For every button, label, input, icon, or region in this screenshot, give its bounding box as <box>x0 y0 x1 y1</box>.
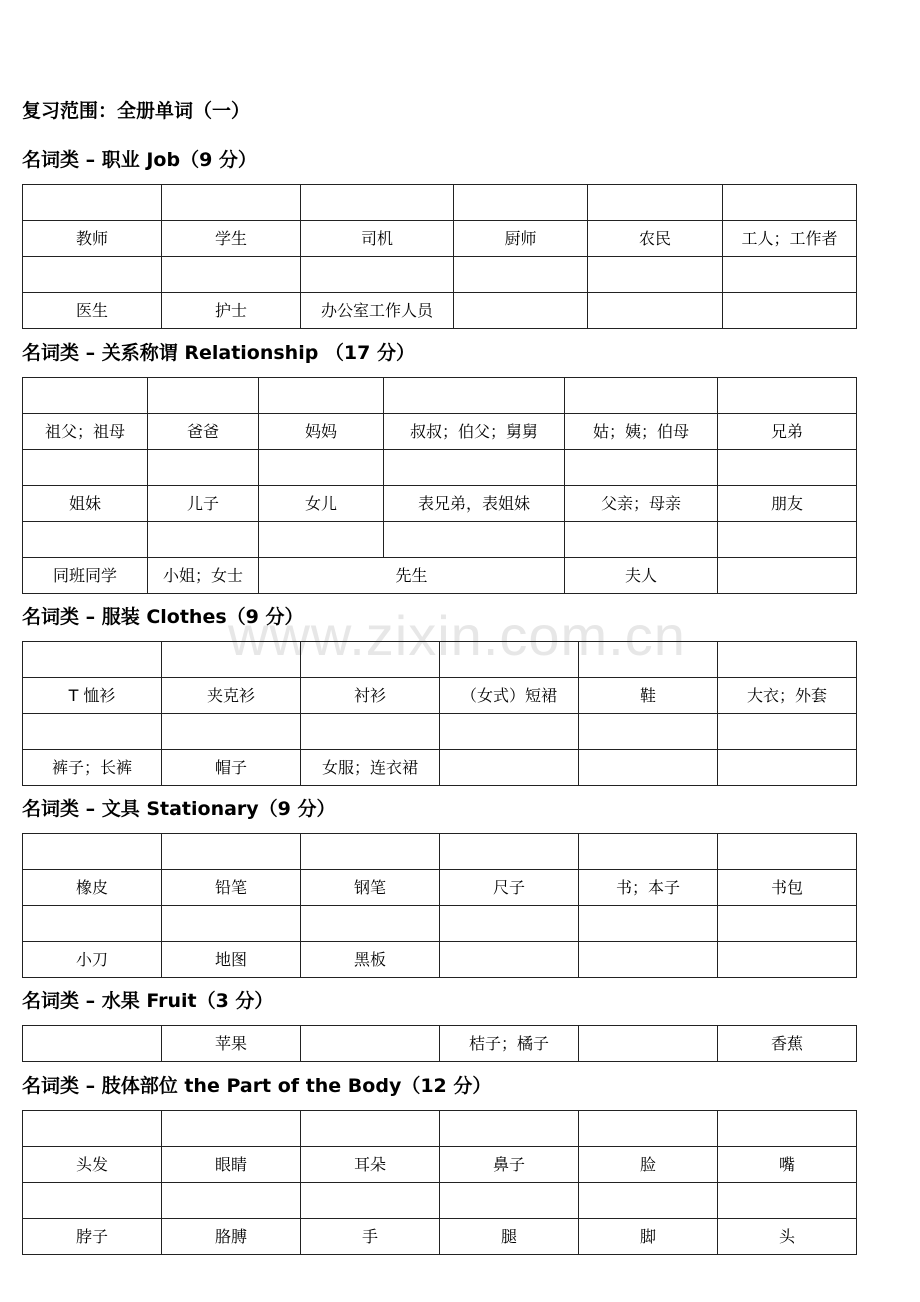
answer-cell[interactable] <box>579 834 718 870</box>
chinese-word-cell: 裤子；长裤 <box>23 750 162 786</box>
answer-cell[interactable] <box>579 1183 718 1219</box>
chinese-word-cell: 夫人 <box>565 558 718 594</box>
answer-cell[interactable] <box>23 257 162 293</box>
answer-cell[interactable] <box>301 714 440 750</box>
answer-cell[interactable] <box>579 1026 718 1062</box>
chinese-word-cell: 鞋 <box>579 678 718 714</box>
answer-cell[interactable] <box>23 906 162 942</box>
answer-cell[interactable] <box>162 642 301 678</box>
section-heading-job: 名词类 – 职业 Job（9 分） <box>22 149 257 171</box>
chinese-word-cell <box>718 750 857 786</box>
chinese-word-cell: 铅笔 <box>162 870 301 906</box>
chinese-word-cell: 地图 <box>162 942 301 978</box>
answer-cell[interactable] <box>440 714 579 750</box>
chinese-word-cell: 爸爸 <box>148 414 259 450</box>
chinese-word-cell: 医生 <box>23 293 162 329</box>
section-heading-fruit: 名词类 – 水果 Fruit（3 分） <box>22 990 274 1012</box>
answer-cell[interactable] <box>565 522 718 558</box>
chinese-word-cell: 香蕉 <box>718 1026 857 1062</box>
table-row <box>23 378 857 414</box>
chinese-word-cell <box>588 293 723 329</box>
chinese-word-cell: 兄弟 <box>718 414 857 450</box>
answer-cell[interactable] <box>718 642 857 678</box>
chinese-word-cell: 厨师 <box>454 221 588 257</box>
chinese-word-cell: 黑板 <box>301 942 440 978</box>
answer-cell[interactable] <box>579 1111 718 1147</box>
fruit-vocab-table <box>22 1025 857 1062</box>
answer-cell[interactable] <box>23 522 148 558</box>
answer-cell[interactable] <box>588 185 723 221</box>
table-row <box>23 1147 857 1183</box>
chinese-word-cell: 夹克衫 <box>162 678 301 714</box>
chinese-word-cell <box>718 558 857 594</box>
chinese-word-cell: 头发 <box>23 1147 162 1183</box>
relationship-vocab-table <box>22 377 857 594</box>
answer-cell[interactable] <box>718 714 857 750</box>
answer-cell[interactable] <box>588 257 723 293</box>
chinese-word-cell: 女服；连衣裙 <box>301 750 440 786</box>
answer-cell[interactable] <box>565 378 718 414</box>
answer-cell[interactable] <box>718 906 857 942</box>
chinese-word-cell: 大衣；外套 <box>718 678 857 714</box>
answer-cell[interactable] <box>723 185 857 221</box>
chinese-word-cell: 农民 <box>588 221 723 257</box>
chinese-word-cell: 办公室工作人员 <box>301 293 454 329</box>
chinese-word-cell: 鼻子 <box>440 1147 579 1183</box>
chinese-word-cell: 小刀 <box>23 942 162 978</box>
section-heading-clothes: 名词类 – 服装 Clothes（9 分） <box>22 606 304 628</box>
answer-cell[interactable] <box>259 450 384 486</box>
table-row <box>23 1219 857 1255</box>
chinese-word-cell <box>718 942 857 978</box>
chinese-word-cell: 胳膊 <box>162 1219 301 1255</box>
table-row <box>23 414 857 450</box>
answer-cell[interactable] <box>162 1111 301 1147</box>
answer-cell[interactable] <box>718 450 857 486</box>
chinese-word-cell <box>454 293 588 329</box>
answer-cell[interactable] <box>384 378 565 414</box>
chinese-word-cell: 脸 <box>579 1147 718 1183</box>
chinese-word-cell: 学生 <box>162 221 301 257</box>
answer-cell[interactable] <box>162 906 301 942</box>
answer-cell[interactable] <box>23 1111 162 1147</box>
chinese-word-cell: （女式）短裙 <box>440 678 579 714</box>
answer-cell[interactable] <box>162 714 301 750</box>
answer-cell[interactable] <box>718 522 857 558</box>
answer-cell[interactable] <box>579 642 718 678</box>
section-heading-relationship: 名词类 – 关系称谓 Relationship （17 分） <box>22 342 415 364</box>
answer-cell[interactable] <box>162 185 301 221</box>
table-row <box>23 185 857 221</box>
clothes-vocab-table <box>22 641 857 786</box>
table-row <box>23 906 857 942</box>
chinese-word-cell: 朋友 <box>718 486 857 522</box>
chinese-word-cell: 祖父；祖母 <box>23 414 148 450</box>
chinese-word-cell: 同班同学 <box>23 558 148 594</box>
answer-cell[interactable] <box>718 1111 857 1147</box>
answer-cell[interactable] <box>718 378 857 414</box>
watermark: www.zixin.com.cn <box>228 604 686 667</box>
answer-cell[interactable] <box>384 450 565 486</box>
answer-cell[interactable] <box>259 522 384 558</box>
chinese-word-cell: 钢笔 <box>301 870 440 906</box>
table-row <box>23 750 857 786</box>
chinese-word-cell: 叔叔；伯父；舅舅 <box>384 414 565 450</box>
table-row <box>23 834 857 870</box>
answer-cell[interactable] <box>301 834 440 870</box>
answer-cell[interactable] <box>23 450 148 486</box>
job-vocab-table <box>22 184 857 329</box>
answer-cell[interactable] <box>23 378 148 414</box>
answer-cell[interactable] <box>23 185 162 221</box>
chinese-word-cell: 桔子；橘子 <box>440 1026 579 1062</box>
chinese-word-cell: 脖子 <box>23 1219 162 1255</box>
answer-cell[interactable] <box>23 642 162 678</box>
chinese-word-cell <box>440 750 579 786</box>
chinese-word-cell: 衬衫 <box>301 678 440 714</box>
answer-cell[interactable] <box>23 714 162 750</box>
chinese-word-cell: 腿 <box>440 1219 579 1255</box>
answer-cell[interactable] <box>301 257 454 293</box>
answer-cell[interactable] <box>148 378 259 414</box>
table-row <box>23 293 857 329</box>
table-row <box>23 714 857 750</box>
document-title: 复习范围：全册单词（一） <box>22 100 251 122</box>
chinese-word-cell: 尺子 <box>440 870 579 906</box>
chinese-word-cell <box>579 942 718 978</box>
table-row <box>23 257 857 293</box>
chinese-word-cell: 教师 <box>23 221 162 257</box>
answer-cell[interactable] <box>23 1026 162 1062</box>
chinese-word-cell: 姐妹 <box>23 486 148 522</box>
section-heading-body-parts: 名词类 – 肢体部位 the Part of the Body（12 分） <box>22 1075 492 1097</box>
chinese-word-cell: 女儿 <box>259 486 384 522</box>
answer-cell[interactable] <box>162 257 301 293</box>
table-row <box>23 450 857 486</box>
table-row <box>23 870 857 906</box>
table-row <box>23 486 857 522</box>
answer-cell[interactable] <box>23 834 162 870</box>
answer-cell[interactable] <box>301 185 454 221</box>
body-parts-vocab-table <box>22 1110 857 1255</box>
answer-cell[interactable] <box>301 1183 440 1219</box>
answer-cell[interactable] <box>23 1183 162 1219</box>
answer-cell[interactable] <box>565 450 718 486</box>
chinese-word-cell: 父亲；母亲 <box>565 486 718 522</box>
answer-cell[interactable] <box>440 642 579 678</box>
chinese-word-cell: 嘴 <box>718 1147 857 1183</box>
answer-cell[interactable] <box>148 522 259 558</box>
table-row <box>23 221 857 257</box>
chinese-word-cell: 耳朵 <box>301 1147 440 1183</box>
answer-cell[interactable] <box>440 1183 579 1219</box>
chinese-word-cell <box>723 293 857 329</box>
table-row <box>23 942 857 978</box>
answer-cell[interactable] <box>148 450 259 486</box>
answer-cell[interactable] <box>384 522 565 558</box>
chinese-word-cell: 妈妈 <box>259 414 384 450</box>
answer-cell[interactable] <box>259 378 384 414</box>
chinese-word-cell: 护士 <box>162 293 301 329</box>
answer-cell[interactable] <box>440 1111 579 1147</box>
chinese-word-cell: 书包 <box>718 870 857 906</box>
chinese-word-cell: 表兄弟，表姐妹 <box>384 486 565 522</box>
table-row <box>23 678 857 714</box>
chinese-word-cell <box>579 750 718 786</box>
table-row <box>23 558 857 594</box>
table-row <box>23 1026 857 1062</box>
chinese-word-cell: 橡皮 <box>23 870 162 906</box>
answer-cell[interactable] <box>579 906 718 942</box>
section-heading-stationary: 名词类 – 文具 Stationary（9 分） <box>22 798 336 820</box>
answer-cell[interactable] <box>723 257 857 293</box>
chinese-word-cell <box>440 942 579 978</box>
answer-cell[interactable] <box>301 642 440 678</box>
chinese-word-cell: 先生 <box>259 558 565 594</box>
answer-cell[interactable] <box>579 714 718 750</box>
answer-cell[interactable] <box>301 906 440 942</box>
stationary-vocab-table <box>22 833 857 978</box>
chinese-word-cell: 儿子 <box>148 486 259 522</box>
chinese-word-cell: T 恤衫 <box>23 678 162 714</box>
chinese-word-cell: 苹果 <box>162 1026 301 1062</box>
chinese-word-cell: 脚 <box>579 1219 718 1255</box>
table-row <box>23 522 857 558</box>
answer-cell[interactable] <box>162 834 301 870</box>
answer-cell[interactable] <box>440 834 579 870</box>
answer-cell[interactable] <box>454 257 588 293</box>
chinese-word-cell: 头 <box>718 1219 857 1255</box>
answer-cell[interactable] <box>440 906 579 942</box>
answer-cell[interactable] <box>718 1183 857 1219</box>
chinese-word-cell: 姑；姨；伯母 <box>565 414 718 450</box>
chinese-word-cell: 书；本子 <box>579 870 718 906</box>
answer-cell[interactable] <box>162 1183 301 1219</box>
chinese-word-cell: 眼睛 <box>162 1147 301 1183</box>
table-row <box>23 642 857 678</box>
answer-cell[interactable] <box>718 834 857 870</box>
chinese-word-cell: 小姐；女士 <box>148 558 259 594</box>
chinese-word-cell: 司机 <box>301 221 454 257</box>
table-row <box>23 1111 857 1147</box>
answer-cell[interactable] <box>454 185 588 221</box>
chinese-word-cell: 手 <box>301 1219 440 1255</box>
answer-cell[interactable] <box>301 1026 440 1062</box>
table-row <box>23 1183 857 1219</box>
chinese-word-cell: 帽子 <box>162 750 301 786</box>
chinese-word-cell: 工人；工作者 <box>723 221 857 257</box>
answer-cell[interactable] <box>301 1111 440 1147</box>
